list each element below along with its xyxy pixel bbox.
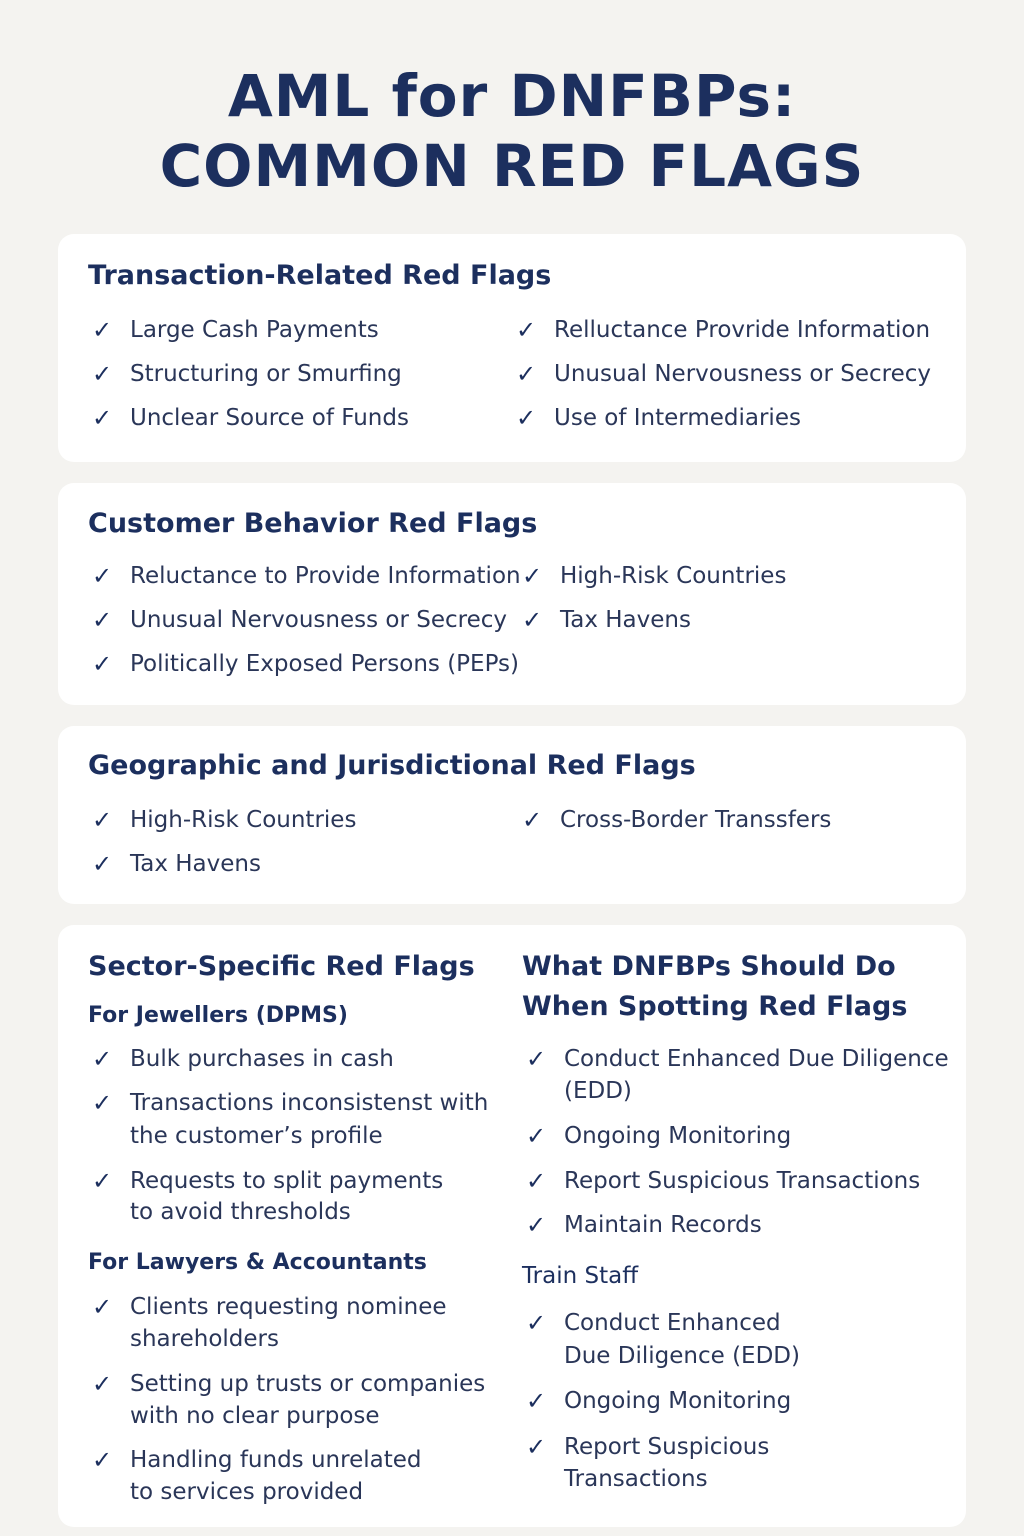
page-title-line-2: COMMON RED FLAGS: [159, 132, 865, 200]
lawyers-label: For Lawyers & Accountants: [88, 1250, 427, 1275]
jewellers-label: For Jewellers (DPMS): [88, 1003, 348, 1028]
check-icon: ✓: [522, 562, 543, 590]
check-icon: ✓: [92, 606, 113, 634]
customer-card: Customer Behavior Red Flags ✓ Reluctance to Provide Information ✓ Unusual Nervousness or Secrecy ✓ Politically Exposed Persons (PEPs) ✓ High-Risk Countries ✓ Tax Havens: [58, 483, 966, 705]
sector-actions-card: Sector-Specific Red Flags For Jewellers (DPMS) ✓ Bulk purchases in cash ✓ Transactions inconsistenst with the customer’s profile ✓ Requests to split payments to avoid thresholds For Lawyers & Accountants ✓ Clients requesting nominee shareholders ✓ Setting up trusts or companies with no clear purpose ✓ Handling funds unrelated to services provided What DNFBPs Should Do When Spotting Red Flags ✓ Conduct Enhanced Due Diligence (EDD) ✓ Ongoing Monitoring ✓ Report Suspicious Transactions ✓ Maintain Records Train Staff ✓ Conduct Enhanced Due Diligence (EDD) ✓ Ongoing Monitoring ✓ Report Suspicious Transactions: [58, 925, 966, 1527]
check-icon: ✓: [92, 1446, 113, 1474]
check-icon: ✓: [516, 360, 537, 388]
check-icon: ✓: [92, 1045, 113, 1073]
actions-heading-line-2: When Spotting Red Flags: [522, 991, 908, 1022]
check-icon: ✓: [526, 1045, 547, 1073]
check-icon: ✓: [92, 1293, 113, 1321]
check-icon: ✓: [526, 1387, 547, 1415]
page-title-line-1: AML for DNFBPs:: [227, 62, 797, 130]
check-icon: ✓: [526, 1211, 547, 1239]
check-icon: ✓: [526, 1167, 547, 1195]
transaction-card: Transaction-Related Red Flags ✓ Large Cash Payments ✓ Structuring or Smurfing ✓ Unclear Source of Funds ✓ Relluctance Provride Information ✓ Unusual Nervousness or Secrecy ✓ Use of Intermediaries: [58, 234, 966, 462]
check-icon: ✓: [92, 850, 113, 878]
check-icon: ✓: [92, 316, 113, 344]
sector-heading: Sector-Specific Red Flags: [88, 951, 475, 982]
check-icon: ✓: [92, 1167, 113, 1195]
train-staff-label: Train Staff: [522, 1263, 639, 1289]
check-icon: ✓: [526, 1433, 547, 1461]
check-icon: ✓: [92, 1370, 113, 1398]
geographic-heading: Geographic and Jurisdictional Red Flags: [88, 750, 696, 781]
check-icon: ✓: [92, 562, 113, 590]
check-icon: ✓: [522, 606, 543, 634]
transaction-heading: Transaction-Related Red Flags: [88, 260, 552, 291]
customer-heading: Customer Behavior Red Flags: [88, 508, 538, 539]
check-icon: ✓: [526, 1309, 547, 1337]
check-icon: ✓: [92, 404, 113, 432]
check-icon: ✓: [92, 1089, 113, 1117]
actions-heading-line-1: What DNFBPs Should Do: [522, 951, 896, 982]
check-icon: ✓: [92, 806, 113, 834]
check-icon: ✓: [92, 650, 113, 678]
check-icon: ✓: [92, 360, 113, 388]
check-icon: ✓: [522, 806, 543, 834]
check-icon: ✓: [526, 1122, 547, 1150]
check-icon: ✓: [516, 404, 537, 432]
geographic-card: Geographic and Jurisdictional Red Flags ✓ High-Risk Countries ✓ Tax Havens ✓ Cross-Border Transsfers: [58, 726, 966, 904]
check-icon: ✓: [516, 316, 537, 344]
